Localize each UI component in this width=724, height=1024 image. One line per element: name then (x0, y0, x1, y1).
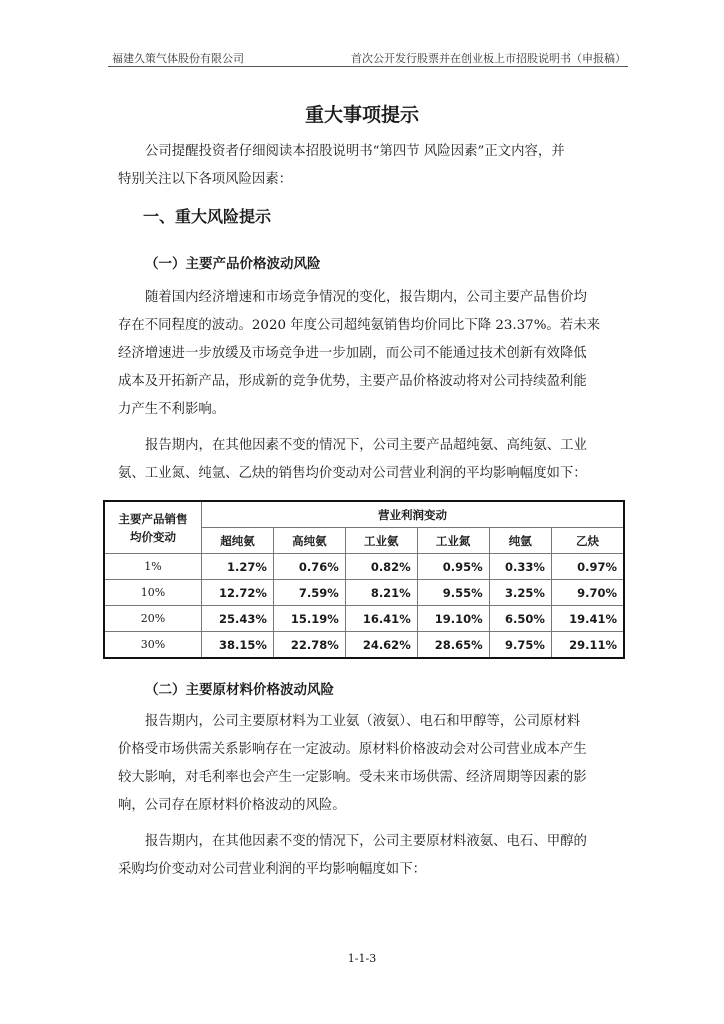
paragraph-line: 力产生不利影响。 (118, 402, 226, 417)
table-cell: 12.72% (202, 580, 274, 606)
intro-paragraph (118, 138, 616, 194)
table-column-header: 超纯氨 (202, 528, 274, 554)
paragraph-line: 成本及开拓新产品，形成新的竞争优势，主要产品价格波动将对公司持续盈利能 (118, 374, 587, 389)
corner-label-line2: 均价变动 (130, 529, 176, 544)
page-number: 1-1-3 (347, 952, 377, 965)
table-cell: 15.19% (273, 606, 345, 632)
table-cell: 19.41% (551, 606, 624, 632)
table-cell: 9.55% (417, 580, 489, 606)
table-cell: 3.25% (489, 580, 551, 606)
table-cell: 0.97% (551, 554, 624, 580)
paragraph-line: 报告期内，在其他因素不变的情况下，公司主要原材料液氨、电石、甲醇的 (145, 834, 587, 849)
table-row (104, 606, 624, 632)
material-price-paragraph (118, 708, 616, 820)
paragraph-line: 随着国内经济增速和市场竞争情况的变化，报告期内，公司主要产品售价均 (145, 290, 587, 305)
product-price-paragraph (118, 284, 616, 424)
subsection-heading-product-price: （一）主要产品价格波动风险 (145, 256, 321, 272)
table-column-header: 高纯氨 (273, 528, 345, 554)
table-cell: 0.33% (489, 554, 551, 580)
table-cell: 1.27% (202, 554, 274, 580)
table-cell: 0.82% (345, 554, 417, 580)
material-impact-paragraph (118, 828, 616, 884)
table-cell: 29.11% (551, 632, 624, 659)
table-cell: 9.75% (489, 632, 551, 659)
paragraph-line: 经济增速进一步放缓及市场竞争进一步加剧，而公司不能通过技术创新有效降低 (118, 346, 587, 361)
table-corner-header (104, 501, 202, 554)
table-row (104, 632, 624, 659)
table-column-header: 乙炔 (551, 528, 624, 554)
paragraph-line: 采购均价变动对公司营业利润的平均影响幅度如下： (118, 862, 426, 877)
table-cell: 16.41% (345, 606, 417, 632)
row-label: 10% (104, 580, 202, 606)
table-cell: 9.70% (551, 580, 624, 606)
table-column-header: 工业氮 (417, 528, 489, 554)
paragraph-line: 报告期内，在其他因素不变的情况下，公司主要产品超纯氨、高纯氨、工业 (145, 438, 587, 453)
subsection-heading-material-price: （二）主要原材料价格波动风险 (145, 682, 334, 698)
intro-line: 特别关注以下各项风险因素： (118, 172, 293, 187)
profit-impact-table (103, 500, 625, 659)
paragraph-line: 较大影响，对毛利率也会产生一定影响。受未来市场供需、经济周期等因素的影 (118, 770, 587, 785)
table-column-header: 纯氩 (489, 528, 551, 554)
table-group-header: 营业利润变动 (202, 501, 625, 528)
table-column-header: 工业氨 (345, 528, 417, 554)
paragraph-line: 响，公司存在原材料价格波动的风险。 (118, 798, 346, 813)
table-cell: 6.50% (489, 606, 551, 632)
section-heading: 一、重大风险提示 (143, 207, 272, 226)
table-row (104, 554, 624, 580)
table-cell: 24.62% (345, 632, 417, 659)
corner-label-line1: 主要产品销售 (118, 511, 188, 526)
table-cell: 0.95% (417, 554, 489, 580)
header-document-title: 首次公开发行股票并在创业板上市招股说明书（申报稿） (351, 52, 626, 65)
row-label: 20% (104, 606, 202, 632)
table-cell: 22.78% (273, 632, 345, 659)
row-label: 1% (104, 554, 202, 580)
paragraph-line: 报告期内，公司主要原材料为工业氨（液氨）、电石和甲醇等，公司原材料 (145, 714, 581, 729)
table-cell: 25.43% (202, 606, 274, 632)
page-title: 重大事项提示 (304, 104, 419, 126)
table-cell: 28.65% (417, 632, 489, 659)
table-cell: 0.76% (273, 554, 345, 580)
intro-line: 公司提醒投资者仔细阅读本招股说明书“第四节 风险因素”正文内容，并 (145, 144, 565, 159)
table-cell: 8.21% (345, 580, 417, 606)
table-cell: 7.59% (273, 580, 345, 606)
row-label: 30% (104, 632, 202, 659)
product-impact-paragraph (118, 432, 616, 488)
paragraph-line: 存在不同程度的波动。2020 年度公司超纯氨销售均价同比下降 23.37%。若未来 (118, 318, 600, 333)
header-company: 福建久策气体股份有限公司 (112, 52, 244, 65)
paragraph-line: 氨、工业氮、纯氩、乙炔的销售均价变动对公司营业利润的平均影响幅度如下： (118, 466, 587, 481)
table-row (104, 580, 624, 606)
table-cell: 19.10% (417, 606, 489, 632)
header-divider (108, 66, 628, 67)
table-cell: 38.15% (202, 632, 274, 659)
paragraph-line: 价格受市场供需关系影响存在一定波动。原材料价格波动会对公司营业成本产生 (118, 742, 587, 757)
